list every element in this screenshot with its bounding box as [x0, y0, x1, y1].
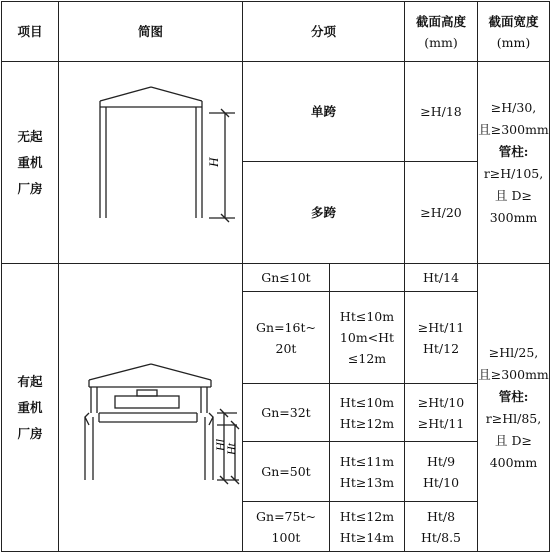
crane-height-cell — [405, 292, 478, 384]
crane-width-line: 且 D≥ — [495, 432, 532, 448]
crane-width-line: 400mm — [489, 454, 538, 470]
crane-cond-line: Ht≤12m — [339, 508, 395, 524]
crane-label-line: 有起 — [17, 373, 43, 389]
header-height-unit: (mm) — [424, 34, 458, 50]
no-crane-width-line: 且 D≥ — [495, 187, 532, 203]
crane-width — [478, 264, 550, 552]
crane-height-line: Ht/8.5 — [421, 529, 462, 545]
no-crane-width — [478, 62, 550, 264]
crane-height-cell: Ht/14 — [405, 264, 478, 292]
crane-cond-line: Ht≥12m — [339, 415, 395, 431]
header-item: 项目 — [2, 2, 59, 62]
crane-cond-cell — [330, 502, 405, 552]
crane-diagram-cell — [59, 264, 243, 552]
no-crane-label-line: 厂房 — [17, 180, 43, 196]
crane-height-line: Ht/10 — [422, 474, 460, 490]
header-width-unit: (mm) — [496, 34, 531, 50]
crane-height-cell — [405, 502, 478, 552]
no-crane-category-multi: 多跨 — [243, 162, 405, 264]
crane-cond-line: 10m<Ht — [339, 330, 395, 345]
header-height-title: 截面高度 — [416, 13, 467, 29]
header-height — [405, 2, 478, 62]
crane-label — [2, 264, 59, 552]
crane-label-line: 重机 — [17, 399, 43, 415]
crane-cond-cell — [330, 384, 405, 442]
crane-cond-cell — [330, 292, 405, 384]
no-crane-diagram-cell — [59, 62, 243, 264]
no-crane-label — [2, 62, 59, 264]
header-width-title: 截面宽度 — [488, 13, 539, 29]
crane-frame-diagram — [59, 277, 243, 539]
crane-cond-line: Ht≥13m — [339, 474, 395, 490]
crane-cond-cell — [330, 442, 405, 502]
crane-cond-line: Ht≤11m — [339, 453, 395, 469]
no-crane-dim-label: H — [206, 157, 221, 167]
crane-height-cell — [405, 442, 478, 502]
crane-width-line: 且≥300mm — [478, 366, 549, 382]
crane-height-cell — [405, 384, 478, 442]
crane-height-line: Ht/12 — [422, 340, 460, 356]
crane-height-line: Ht/8 — [426, 508, 456, 524]
header-width — [478, 2, 550, 62]
crane-width-line: ≥Hl/25, — [488, 344, 539, 360]
crane-width-line: 管柱: — [498, 388, 529, 404]
crane-height-line: ≥Ht/11 — [417, 319, 465, 335]
column-section-table — [1, 1, 550, 552]
crane-load-cell: Gn=50t — [243, 442, 330, 502]
crane-load-line: Gn=16t~ — [256, 319, 316, 335]
no-crane-height-multi: ≥H/20 — [405, 162, 478, 264]
crane-height-line: Ht/9 — [426, 453, 456, 469]
no-crane-label-line: 无起 — [17, 128, 43, 144]
no-crane-category-single: 单跨 — [243, 62, 405, 162]
no-crane-row-single — [2, 62, 550, 162]
header-row — [2, 2, 550, 62]
crane-cond-cell — [330, 264, 405, 292]
crane-cond-line: Ht≤10m — [339, 394, 395, 410]
no-crane-label-line: 重机 — [17, 154, 43, 170]
no-crane-width-line: r≥H/105, — [483, 165, 544, 181]
no-crane-frame-diagram — [59, 63, 243, 263]
crane-cond-line: Ht≤10m — [339, 309, 395, 324]
no-crane-height-single: ≥H/18 — [405, 62, 478, 162]
crane-dim-label-1: Hl — [213, 438, 227, 451]
crane-load-cell: Gn=32t — [243, 384, 330, 442]
no-crane-width-line: ≥H/30, — [490, 99, 537, 115]
no-crane-width-line: 300mm — [489, 209, 538, 225]
crane-dim-label-2: Ht — [224, 442, 238, 455]
crane-load-line: 100t — [271, 529, 301, 545]
no-crane-width-line: 且≥300mm — [478, 121, 549, 137]
header-category: 分项 — [243, 2, 405, 62]
crane-cond-line: Ht≥14m — [339, 529, 395, 545]
crane-height-line: ≥Ht/11 — [417, 415, 465, 431]
crane-load-line: 20t — [275, 340, 297, 356]
no-crane-width-line: 管柱: — [498, 143, 529, 159]
crane-label-line: 厂房 — [17, 425, 43, 441]
header-sketch: 简图 — [59, 2, 243, 62]
crane-row-10t — [2, 264, 550, 292]
crane-height-line: ≥Ht/10 — [417, 394, 465, 410]
crane-load-line: Gn=75t~ — [256, 508, 316, 524]
crane-load-cell — [243, 502, 330, 552]
crane-load-cell — [243, 292, 330, 384]
crane-cond-line: ≤12m — [347, 351, 387, 366]
crane-width-line: r≥Hl/85, — [485, 410, 542, 426]
crane-load-cell: Gn≤10t — [243, 264, 330, 292]
